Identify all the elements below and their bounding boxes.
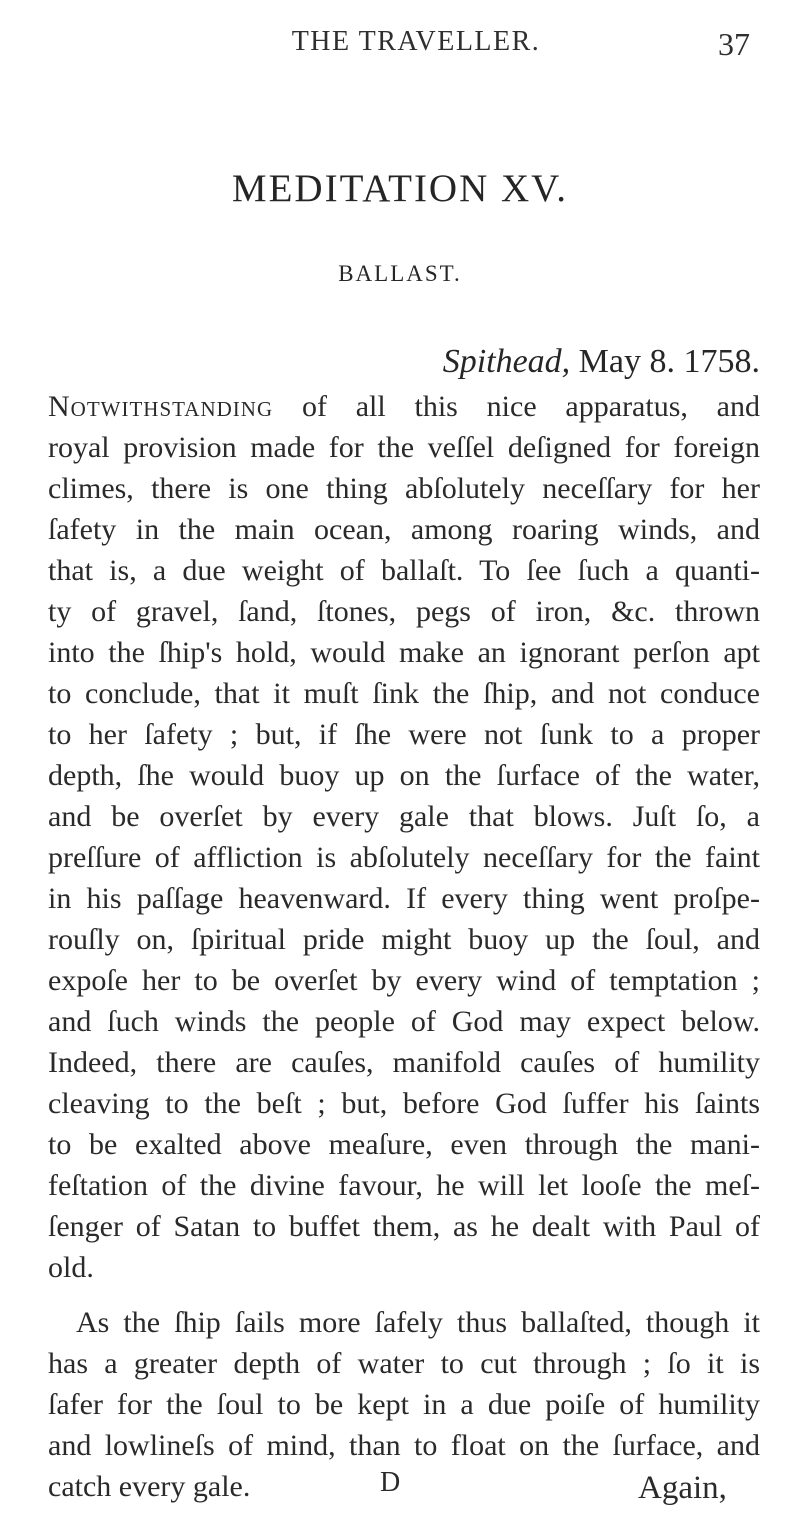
running-title: THE TRAVELLER. [291,26,541,57]
dateline-place: Spithead, [442,343,571,380]
paragraph-line: to her ſafety ; but, if ſhe were not ſunk to a proper [48,718,760,751]
paragraph-lead-word: Notwithstanding [48,390,274,423]
chapter-subtitle: BALLAST. [338,261,462,286]
paragraph-line: to conclude, that it muſt ſink the ſhip, and not conduce [48,677,760,710]
paragraph-break [48,1288,760,1302]
signature-mark: D [380,1467,401,1498]
paragraph-line: into the ſhip's hold, would make an ignorant perſon apt [48,636,760,669]
catchword: Again, [638,1470,727,1506]
paragraph-line: and be overſet by every gale that blows. Juſt ſo, a [48,800,760,833]
paragraph-line: ſafety in the main ocean, among roaring winds, and [48,513,760,546]
paragraph-line: ſenger of Satan to buffet them, as he dealt with Paul of [48,1210,760,1243]
paragraph-line: ſafer for the ſoul to be kept in a due poiſe of humility [48,1388,760,1421]
paragraph-line: feſtation of the divine favour, he will let looſe the meſ- [48,1169,760,1202]
paragraph-line: depth, ſhe would buoy up on the ſurface of the water, [48,759,760,792]
paragraph-line: to be exalted above meaſure, even through the mani- [48,1128,760,1161]
paragraph-line: and lowlineſs of mind, than to float on the ſurface, and [48,1429,760,1462]
paragraph-line: cleaving to the beſt ; but, before God ſuffer his ſaints [48,1087,760,1120]
paragraph-line-last: catch every gale. [48,1470,251,1503]
paragraph-line: Indeed, there are cauſes, manifold cauſes of humility [48,1046,760,1079]
body-text [48,386,760,1507]
running-head [0,26,800,76]
paragraph-line-last: old. [48,1251,94,1284]
dateline [330,343,760,381]
paragraph-line: preſſure of affliction is abſolutely neceſſary for the faint [48,841,760,874]
paragraph-1-line-1 [48,386,760,427]
paragraph-line: that is, a due weight of ballaſt. To ſee ſuch a quanti- [48,554,760,587]
paragraph-1-line-1-rest: of all this nice apparatus, and [301,390,760,423]
page-number: 37 [718,26,750,62]
chapter-title: MEDITATION XV. [231,167,569,210]
paragraph-line: royal provision made for the veſſel deſigned for foreign [48,431,760,464]
paragraph-line: in his paſſage heavenward. If every thing went proſpe- [48,882,760,915]
dateline-date: May 8. 1758. [578,343,760,380]
paragraph-line: expoſe her to be overſet by every wind of temptation ; [48,964,760,997]
paragraph-line: rouſly on, ſpiritual pride might buoy up the ſoul, and [48,923,760,956]
paragraph-line: and ſuch winds the people of God may expect below. [48,1005,760,1038]
paragraph-line: climes, there is one thing abſolutely neceſſary for her [48,472,760,505]
paragraph-line: ty of gravel, ſand, ſtones, pegs of iron, &c. thrown [48,595,760,628]
paragraph-line: has a greater depth of water to cut through ; ſo it is [48,1347,760,1380]
paragraph-2-line-1: As the ſhip ſails more ſafely thus ballaſted, though it [76,1306,760,1339]
